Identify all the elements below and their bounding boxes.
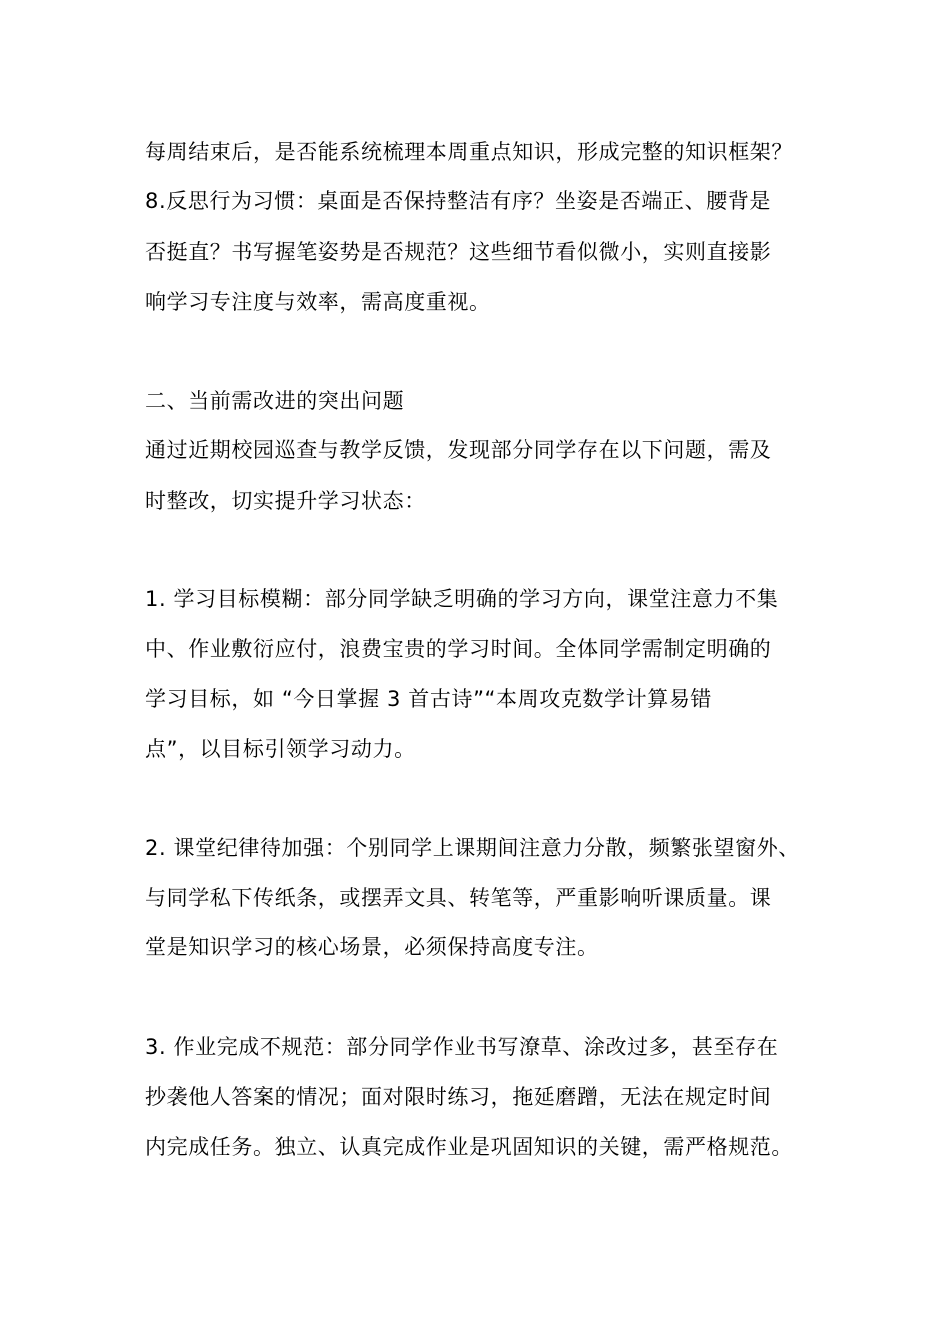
paragraph-line: 通过近期校园巡查与教学反馈，发现部分同学存在以下问题，需及: [145, 438, 772, 462]
paragraph-line: 2. 课堂纪律待加强：个别同学上课期间注意力分散，频繁张望窗外、: [145, 836, 800, 860]
paragraph-line: 与同学私下传纸条，或摆弄文具、转笔等，严重影响听课质量。课: [145, 886, 772, 910]
paragraph-line: 1. 学习目标模糊：部分同学缺乏明确的学习方向，课堂注意力不集: [145, 587, 779, 611]
paragraph-line: 3. 作业完成不规范：部分同学作业书写潦草、涂改过多，甚至存在: [145, 1035, 779, 1059]
paragraph-line: 时整改，切实提升学习状态：: [145, 489, 426, 513]
paragraph-line: 点”，以目标引领学习动力。: [145, 737, 416, 761]
paragraph-line: 学习目标，如 “今日掌握 3 首古诗”“本周攻克数学计算易错: [145, 687, 713, 711]
section-heading: 二、当前需改进的突出问题: [145, 389, 405, 413]
paragraph-line: 响学习专注度与效率，需高度重视。: [145, 290, 491, 314]
paragraph-line: 否挺直？书写握笔姿势是否规范？这些细节看似微小，实则直接影: [145, 240, 772, 264]
paragraph-line: 每周结束后，是否能系统梳理本周重点知识，形成完整的知识框架？: [145, 140, 793, 164]
paragraph-line: 堂是知识学习的核心场景，必须保持高度专注。: [145, 935, 599, 959]
paragraph-line: 中、作业敷衍应付，浪费宝贵的学习时间。全体同学需制定明确的: [145, 637, 772, 661]
paragraph-line: 内完成任务。独立、认真完成作业是巩固知识的关键，需严格规范。: [145, 1135, 793, 1159]
paragraph-line: 抄袭他人答案的情况；面对限时练习，拖延磨蹭，无法在规定时间: [145, 1085, 772, 1109]
paragraph-line: 8.反思行为习惯：桌面是否保持整洁有序？坐姿是否端正、腰背是: [145, 189, 772, 213]
